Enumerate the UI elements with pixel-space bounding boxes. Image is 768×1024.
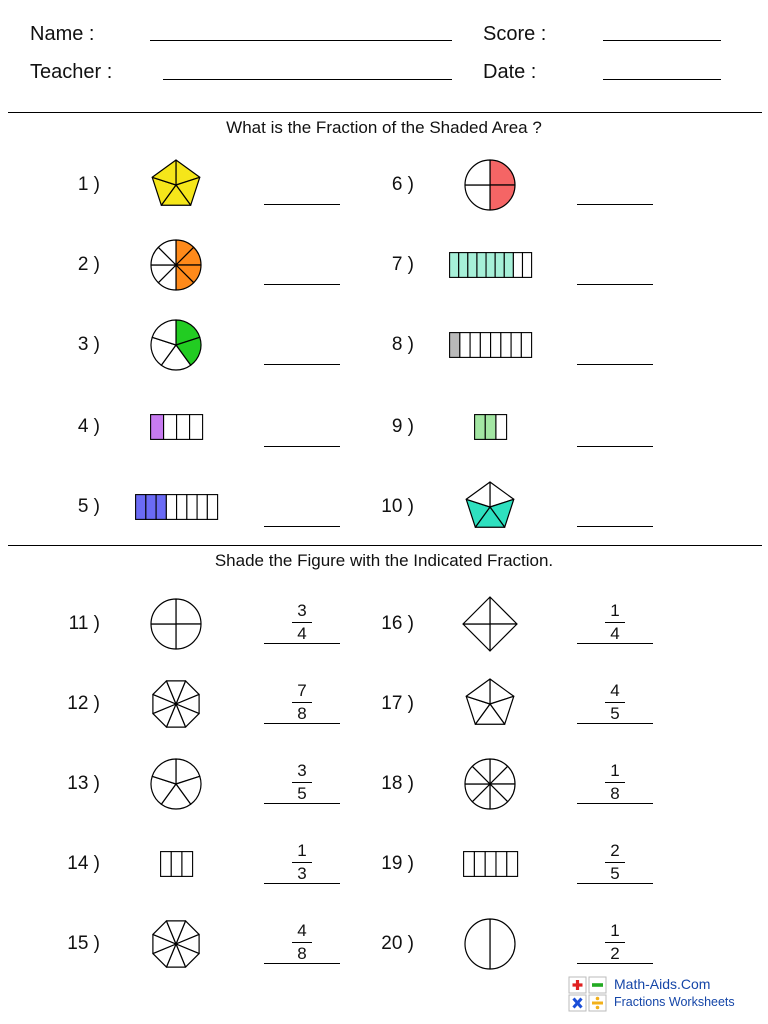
target-fraction [577, 921, 653, 963]
fraction-bar [605, 862, 625, 863]
bar-segment[interactable] [495, 253, 504, 278]
fraction-denominator: 4 [297, 624, 307, 643]
bar-segment[interactable] [156, 495, 166, 520]
answer-blank[interactable] [577, 526, 653, 527]
pentagon-figure[interactable] [464, 678, 516, 730]
question-number: 13 ) [67, 773, 100, 794]
figure-section[interactable] [463, 597, 490, 624]
circle-figure[interactable] [150, 598, 202, 650]
figure-section[interactable] [151, 624, 176, 649]
bar-segment[interactable] [477, 253, 486, 278]
bar-figure[interactable] [135, 494, 217, 520]
score-label: Score : [483, 23, 547, 45]
bar-segment[interactable] [197, 495, 207, 520]
bar-segment[interactable] [486, 253, 495, 278]
bar-segment[interactable] [450, 333, 460, 358]
fraction-numerator: 1 [297, 841, 307, 860]
date-field[interactable] [603, 79, 721, 80]
question-number: 4 ) [77, 416, 100, 437]
fraction-numerator: 7 [297, 681, 307, 700]
bar-segment[interactable] [475, 415, 486, 440]
answer-blank[interactable] [264, 364, 340, 365]
question-number: 5 ) [77, 496, 100, 517]
answer-blank[interactable] [264, 446, 340, 447]
bar-segment[interactable] [166, 495, 176, 520]
fraction-numerator: 1 [610, 761, 620, 780]
figure-section[interactable] [463, 624, 490, 651]
figure-section[interactable] [151, 599, 176, 624]
target-fraction [264, 841, 340, 883]
fraction-denominator: 4 [610, 624, 620, 643]
bar-segment[interactable] [136, 495, 146, 520]
target-fraction [264, 681, 340, 723]
answer-blank[interactable] [577, 204, 653, 205]
target-fraction [577, 841, 653, 883]
bar-segment[interactable] [146, 495, 156, 520]
fraction-bar [292, 782, 312, 783]
question-number: 18 ) [381, 773, 414, 794]
figure-section[interactable] [490, 624, 517, 651]
answer-blank[interactable] [264, 284, 340, 285]
bar-segment[interactable] [464, 852, 475, 877]
name-field[interactable] [150, 40, 452, 41]
question-number: 11 ) [68, 613, 100, 634]
answer-blank[interactable] [577, 364, 653, 365]
brand-subtitle: Fractions Worksheets [614, 995, 735, 1009]
answer-line [264, 883, 340, 884]
fraction-numerator: 1 [610, 921, 620, 940]
fraction-denominator: 5 [610, 704, 620, 723]
pentagon-figure[interactable] [150, 159, 202, 211]
fraction-bar [292, 702, 312, 703]
fraction-numerator: 3 [297, 761, 307, 780]
bar-segment[interactable] [450, 253, 459, 278]
bar-segment[interactable] [459, 253, 468, 278]
bar-segment[interactable] [474, 852, 485, 877]
date-label: Date : [483, 61, 537, 83]
fraction-denominator: 5 [297, 784, 307, 803]
answer-blank[interactable] [577, 284, 653, 285]
fraction-denominator: 2 [610, 944, 620, 963]
fraction-denominator: 5 [610, 864, 620, 883]
fraction-bar [605, 782, 625, 783]
figure-section[interactable] [465, 919, 490, 969]
answer-blank[interactable] [264, 204, 340, 205]
circle-figure[interactable] [150, 758, 202, 810]
bar-segment[interactable] [501, 333, 511, 358]
fraction-denominator: 8 [297, 944, 307, 963]
section-divider [8, 112, 762, 113]
fraction-numerator: 4 [610, 681, 620, 700]
bar-segment[interactable] [182, 852, 193, 877]
question-number: 17 ) [381, 693, 414, 714]
question-number: 2 ) [77, 254, 100, 275]
figure-section[interactable] [176, 599, 201, 624]
question-number: 9 ) [391, 416, 414, 437]
bar-segment[interactable] [507, 852, 518, 877]
section1-title: What is the Fraction of the Shaded Area ? [226, 118, 542, 137]
answer-line [577, 803, 653, 804]
bar-segment[interactable] [151, 415, 164, 440]
answer-line [577, 723, 653, 724]
bar-segment[interactable] [164, 415, 177, 440]
figure-section[interactable] [490, 597, 517, 624]
bar-segment[interactable] [521, 333, 531, 358]
answer-line [264, 723, 340, 724]
target-fraction [264, 601, 340, 643]
circle-figure[interactable] [464, 918, 516, 970]
diamond-figure[interactable] [462, 596, 518, 652]
section2-title: Shade the Figure with the Indicated Fraction. [214, 551, 554, 570]
bar-segment[interactable] [491, 333, 501, 358]
question-number: 19 ) [381, 853, 414, 874]
bar-figure[interactable] [463, 851, 517, 877]
fraction-numerator: 1 [610, 601, 620, 620]
answer-blank[interactable] [264, 526, 340, 527]
fraction-bar [292, 942, 312, 943]
target-fraction [264, 761, 340, 803]
bar-segment[interactable] [513, 253, 522, 278]
question-number: 14 ) [67, 853, 100, 874]
question-number: 3 ) [77, 334, 100, 355]
bar-segment[interactable] [187, 495, 197, 520]
bar-segment[interactable] [207, 495, 217, 520]
fraction-numerator: 2 [610, 841, 620, 860]
bar-segment[interactable] [511, 333, 521, 358]
fraction-denominator: 8 [610, 784, 620, 803]
teacher-label: Teacher : [30, 61, 113, 83]
question-number: 1 ) [77, 174, 100, 195]
bar-figure[interactable] [449, 332, 531, 358]
bar-segment[interactable] [468, 253, 477, 278]
bar-segment[interactable] [522, 253, 531, 278]
figure-section[interactable] [490, 160, 515, 185]
answer-blank[interactable] [577, 446, 653, 447]
teacher-field[interactable] [163, 79, 452, 80]
fraction-numerator: 4 [297, 921, 307, 940]
fraction-bar [292, 622, 312, 623]
question-number: 15 ) [67, 933, 100, 954]
question-number: 20 ) [381, 933, 414, 954]
figure-section[interactable] [490, 185, 515, 210]
answer-line [264, 643, 340, 644]
bar-segment[interactable] [190, 415, 203, 440]
circle-figure[interactable] [150, 239, 202, 291]
circle-figure[interactable] [150, 319, 202, 371]
brand-text[interactable] [614, 976, 735, 1009]
brand-name[interactable]: Math-Aids.Com [614, 976, 711, 992]
question-number: 10 ) [381, 496, 414, 517]
octagon-figure[interactable] [150, 678, 202, 730]
section-divider [8, 545, 762, 546]
octagon-figure[interactable] [150, 918, 202, 970]
answer-line [577, 883, 653, 884]
fraction-bar [605, 622, 625, 623]
answer-line [577, 643, 653, 644]
fraction-numerator: 3 [297, 601, 307, 620]
bar-segment[interactable] [171, 852, 182, 877]
fraction-bar [605, 942, 625, 943]
fraction-bar [292, 862, 312, 863]
bar-segment[interactable] [485, 852, 496, 877]
bar-segment[interactable] [496, 852, 507, 877]
bar-segment[interactable] [177, 415, 190, 440]
bar-figure[interactable] [449, 252, 531, 278]
bar-segment[interactable] [177, 495, 187, 520]
figure-section[interactable] [176, 624, 201, 649]
pentagon-figure[interactable] [464, 481, 516, 533]
target-fraction [264, 921, 340, 963]
question-number: 12 ) [67, 693, 100, 714]
score-field[interactable] [603, 40, 721, 41]
circle-figure[interactable] [464, 159, 516, 211]
target-fraction [577, 601, 653, 643]
fraction-bar [605, 702, 625, 703]
circle-figure[interactable] [464, 758, 516, 810]
bar-segment[interactable] [480, 333, 490, 358]
bar-segment[interactable] [485, 415, 496, 440]
target-fraction [577, 681, 653, 723]
answer-line [577, 963, 653, 964]
bar-segment[interactable] [496, 415, 507, 440]
answer-line [264, 803, 340, 804]
question-number: 7 ) [391, 254, 414, 275]
question-number: 16 ) [381, 613, 414, 634]
bar-figure[interactable] [150, 414, 202, 440]
bar-segment[interactable] [470, 333, 480, 358]
answer-line [264, 963, 340, 964]
name-label: Name : [30, 23, 95, 45]
question-number: 6 ) [391, 174, 414, 195]
fraction-denominator: 3 [297, 864, 307, 883]
bar-segment[interactable] [460, 333, 470, 358]
bar-figure[interactable] [474, 414, 506, 440]
figure-section[interactable] [465, 185, 490, 210]
math-aids-logo-icon [568, 976, 608, 1012]
bar-figure[interactable] [160, 851, 192, 877]
bar-segment[interactable] [161, 852, 172, 877]
question-number: 8 ) [391, 334, 414, 355]
figure-section[interactable] [490, 919, 515, 969]
figure-section[interactable] [465, 160, 490, 185]
fraction-denominator: 8 [297, 704, 307, 723]
bar-segment[interactable] [504, 253, 513, 278]
target-fraction [577, 761, 653, 803]
